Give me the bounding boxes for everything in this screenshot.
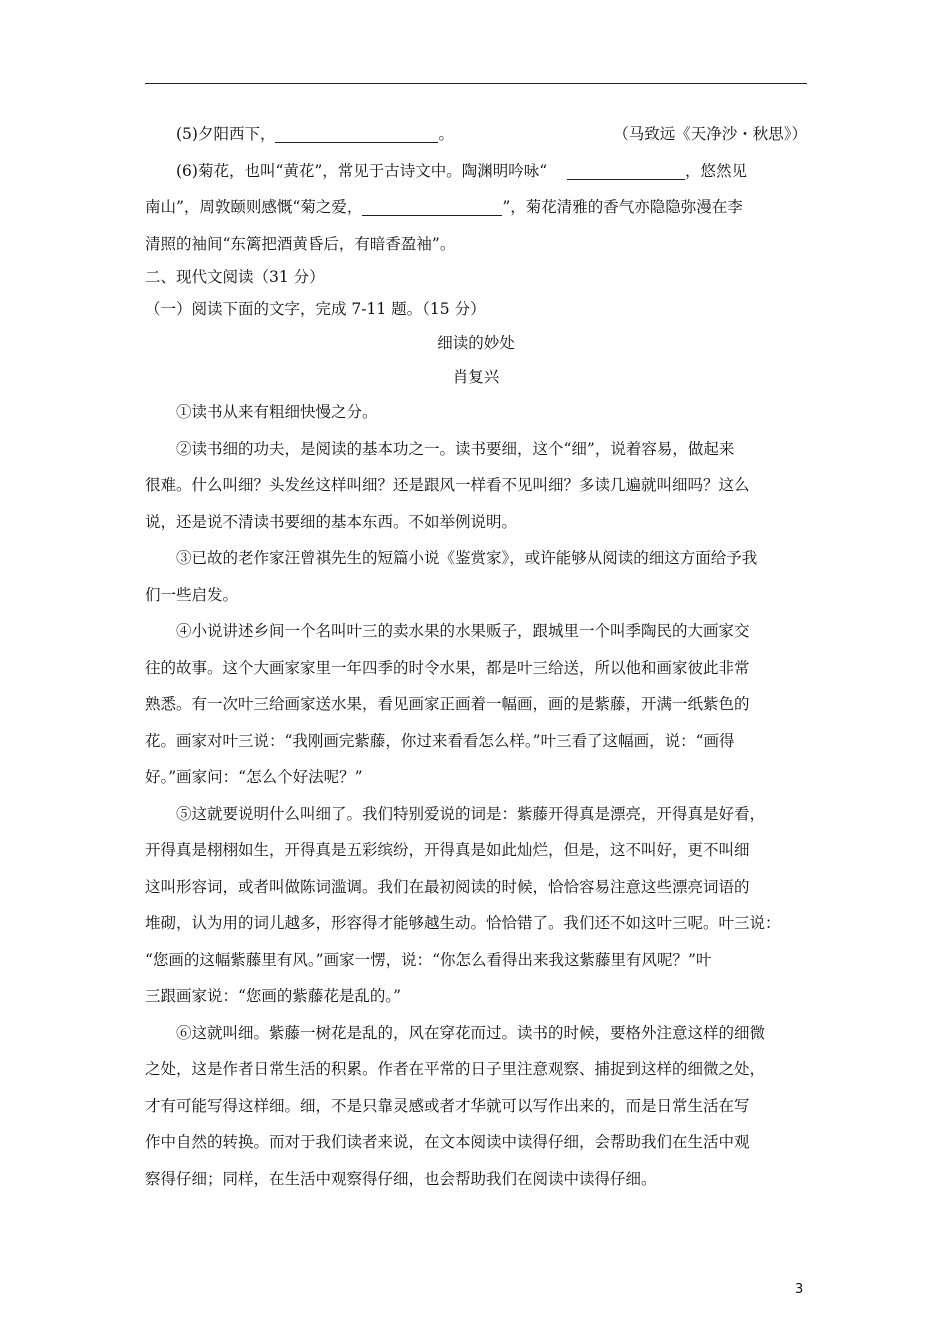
paragraph-line: ④小说讲述乡间一个名叫叶三的卖水果的水果贩子，跟城里一个叫季陶民的大画家交 [176, 622, 750, 640]
question-6-line-3: 清照的袖间“东篱把酒黄昏后，有暗香盈袖”。 [145, 234, 456, 253]
paragraph-line: ⑤这就要说明什么叫细了。我们特别爱说的词是：紫藤开得真是漂亮，开得真是好看， [176, 804, 766, 823]
paragraph-line: 作中自然的转换。而对于我们读者来说，在文本阅读中读得仔细，会帮助我们在生活中观 [145, 1133, 750, 1151]
paragraph-line: ②读书细的功夫，是阅读的基本功之一。读书要细，这个“细”，说着容易，做起来 [176, 439, 735, 458]
document-body [145, 116, 807, 1197]
question-6-line-1 [145, 153, 807, 190]
paragraph-line: 说，还是说不清读书要细的基本东西。不如举例说明。 [145, 512, 518, 531]
paragraph-line: 们一些启发。 [145, 585, 239, 604]
q6-text: (6)菊花，也叫“黄花”，常见于古诗文中。陶渊明吟咏“ [176, 161, 548, 180]
header-rule [145, 83, 807, 84]
q6-text: ，悠然见 [684, 161, 747, 180]
q6-text: 南山”，周敦颐则感慨“菊之爱， [145, 198, 363, 216]
section-heading: 二、现代文阅读（31 分） [145, 268, 325, 286]
page-number: 3 [795, 1282, 804, 1297]
subsection-heading: （一）阅读下面的文字，完成 7-11 题。（15 分） [145, 300, 486, 318]
q5-suffix: 。 [438, 125, 454, 143]
question-5 [145, 116, 807, 153]
paragraph-line: 堆砌，认为用的词儿越多，形容得才能够越生动。恰恰错了。我们还不如这叶三呢。叶三说： [145, 914, 781, 932]
paragraph-line: 开得真是栩栩如生，开得真是五彩缤纷，开得真是如此灿烂，但是，这不叫好，更不叫细 [145, 841, 750, 859]
paragraph-line: ③已故的老作家汪曾祺先生的短篇小说《鉴赏家》，或许能够从阅读的细这方面给予我 [176, 549, 758, 567]
answer-blank [362, 197, 502, 216]
paragraph-line: 好。”画家问：“怎么个好法呢？” [145, 768, 363, 786]
paragraph-line: ⑥这就叫细。紫藤一树花是乱的，风在穿花而过。读书的时候，要格外注意这样的细微 [176, 1023, 766, 1042]
paragraph-line: 三跟画家说：“您画的紫藤花是乱的。” [145, 987, 402, 1005]
q5-prefix: (5)夕阳西下， [176, 125, 276, 143]
paragraph-line: 熟悉。有一次叶三给画家送水果，看见画家正画着一幅画，画的是紫藤，开满一纸紫色的 [145, 695, 750, 713]
answer-blank [275, 124, 438, 143]
paragraph-line: 这叫形容词，或者叫做陈词滥调。我们在最初阅读的时候，恰恰容易注意这些漂亮词语的 [145, 877, 750, 896]
paragraph-line: 往的故事。这个大画家家里一年四季的时令水果，都是叶三给送，所以他和画家彼此非常 [145, 658, 750, 677]
q5-source: （马致远《天净沙・秋思》） [613, 125, 807, 143]
paragraph-line: 之处，这是作者日常生活的积累。作者在平常的日子里注意观察、捕捉到这样的细微之处， [145, 1060, 766, 1078]
paragraph-line: 察得仔细；同样，在生活中观察得仔细，也会帮助我们在阅读中读得仔细。 [145, 1169, 657, 1188]
article-author: 肖复兴 [452, 368, 500, 386]
paragraph-line: 花。画家对叶三说：“我刚画完紫藤，你过来看看怎么样。”叶三看了这幅画，说：“画得 [145, 731, 735, 750]
paragraph-line: 才有可能写得这样细。细，不是只靠灵感或者才华就可以写作出来的，而是日常生活在写 [145, 1096, 750, 1115]
answer-blank [567, 161, 685, 180]
paragraph-line: 很难。什么叫细？头发丝这样叫细？还是跟风一样看不见叫细？多读几遍就叫细吗？这么 [145, 476, 750, 494]
question-6-line-2 [145, 189, 807, 226]
paragraph-line: ①读书从来有粗细快慢之分。 [176, 403, 378, 421]
article-title: 细读的妙处 [437, 334, 515, 352]
paragraph-line: “您画的这幅紫藤里有风。”画家一愣，说：“你怎么看得出来我这紫藤里有风呢？”叶 [145, 950, 712, 969]
q6-text: ”，菊花清雅的香气亦隐隐弥漫在李 [502, 198, 743, 216]
